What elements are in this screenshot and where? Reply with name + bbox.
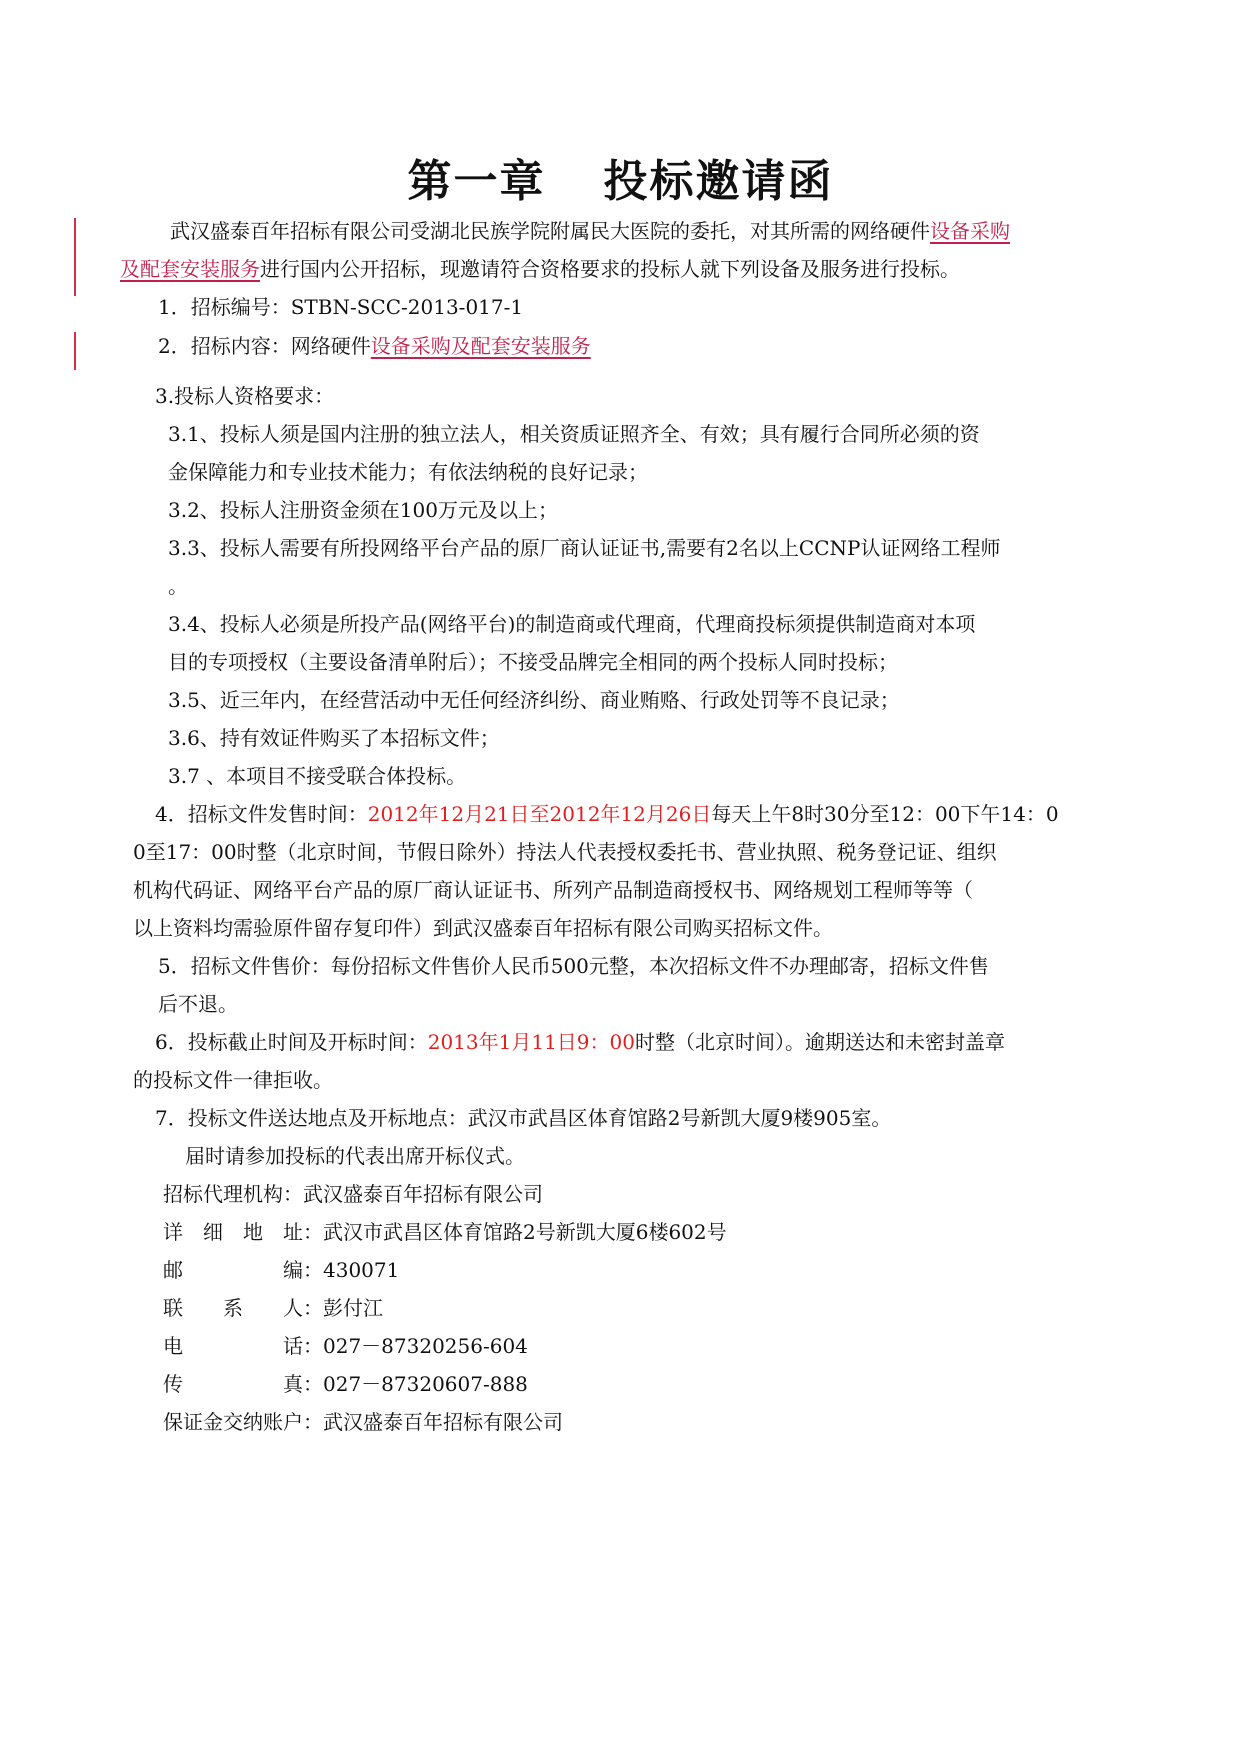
item-4-line-2: 0至17：00时整（北京时间，节假日除外）持法人代表授权委托书、营业执照、税务登记证、组织 bbox=[133, 840, 997, 864]
item-6: 6．投标截止时间及开标时间：2013年1月11日9：00时整（北京时间）。逾期送达和未密封盖章 bbox=[155, 1030, 1005, 1054]
tracked-change-text: 设备采购 bbox=[930, 219, 1010, 243]
item-5-cont: 后不退。 bbox=[158, 992, 238, 1016]
item-4: 4．招标文件发售时间：2012年12月21日至2012年12月26日每天上午8时30分至12：00下午14：0 bbox=[155, 802, 1059, 826]
item-3-heading: 3.投标人资格要求： bbox=[155, 384, 335, 408]
contact-phone: 电 话：027－87320256-604 bbox=[163, 1334, 528, 1358]
item-6-cont: 的投标文件一律拒收。 bbox=[133, 1068, 333, 1092]
contact-fax: 传 真：027－87320607-888 bbox=[163, 1372, 528, 1396]
chapter-title: 投标邀请函 bbox=[603, 156, 834, 207]
item-3-2: 3.2、投标人注册资金须在100万元及以上； bbox=[168, 498, 558, 522]
item-5: 5．招标文件售价：每份招标文件售价人民币500元整，本次招标文件不办理邮寄，招标文件售 bbox=[158, 954, 989, 978]
item-3-3-cont: 。 bbox=[168, 574, 188, 598]
item-3-1-cont: 金保障能力和专业技术能力；有依法纳税的良好记录； bbox=[168, 460, 648, 484]
item-7: 7．投标文件送达地点及开标地点：武汉市武昌区体育馆路2号新凯大厦9楼905室。 bbox=[155, 1106, 892, 1130]
invitation-note: 届时请参加投标的代表出席开标仪式。 bbox=[185, 1144, 525, 1168]
item-3-4-cont: 目的专项授权（主要设备清单附后）；不接受品牌完全相同的两个投标人同时投标； bbox=[168, 650, 898, 674]
contact-zip: 邮 编：430071 bbox=[163, 1258, 400, 1282]
revision-bar bbox=[74, 332, 76, 370]
item-3-6: 3.6、持有效证件购买了本招标文件； bbox=[168, 726, 500, 750]
revision-bar bbox=[74, 218, 76, 296]
tracked-change-text: 及配套安装服务 bbox=[120, 257, 260, 281]
item-1: 1．招标编号：STBN-SCC-2013-017-1 bbox=[158, 295, 524, 319]
item-3-7: 3.7 、本项目不接受联合体投标。 bbox=[168, 764, 467, 788]
intro-line-2: 及配套安装服务进行国内公开招标，现邀请符合资格要求的投标人就下列设备及服务进行投标。 bbox=[120, 257, 960, 281]
contact-address: 详 细 地 址：武汉市武昌区体育馆路2号新凯大厦6楼602号 bbox=[163, 1220, 727, 1244]
contact-account: 保证金交纳账户：武汉盛泰百年招标有限公司 bbox=[163, 1410, 563, 1434]
item-4-line-4: 以上资料均需验原件留存复印件）到武汉盛泰百年招标有限公司购买招标文件。 bbox=[133, 916, 833, 940]
item-4-line-3: 机构代码证、网络平台产品的原厂商认证证书、所列产品制造商授权书、网络规划工程师等等（ bbox=[133, 878, 973, 902]
item-3-1: 3.1、投标人须是国内注册的独立法人，相关资质证照齐全、有效；具有履行合同所必须的资 bbox=[168, 422, 980, 446]
item-2: 2．招标内容：网络硬件设备采购及配套安装服务 bbox=[158, 334, 591, 358]
item-3-5: 3.5、近三年内，在经营活动中无任何经济纠纷、商业贿赂、行政处罚等不良记录； bbox=[168, 688, 900, 712]
intro-line-1: 武汉盛泰百年招标有限公司受湖北民族学院附属民大医院的委托，对其所需的网络硬件设备采购 bbox=[170, 219, 1010, 243]
tracked-change-text: 设备采购及配套安装服务 bbox=[370, 334, 591, 358]
contact-person: 联 系 人：彭付江 bbox=[163, 1296, 383, 1320]
deadline: 2013年1月11日9：00 bbox=[427, 1030, 635, 1054]
item-3-3: 3.3、投标人需要有所投网络平台产品的原厂商认证证书,需要有2名以上CCNP认证网络工程师 bbox=[168, 536, 1001, 560]
sale-period: 2012年12月21日至2012年12月26日 bbox=[367, 802, 712, 826]
item-3-4: 3.4、投标人必须是所投产品(网络平台)的制造商或代理商，代理商投标须提供制造商对本项 bbox=[168, 612, 976, 636]
chapter-number: 第一章 bbox=[407, 156, 546, 207]
contact-agency: 招标代理机构：武汉盛泰百年招标有限公司 bbox=[163, 1182, 543, 1206]
page-title bbox=[0, 145, 1241, 209]
